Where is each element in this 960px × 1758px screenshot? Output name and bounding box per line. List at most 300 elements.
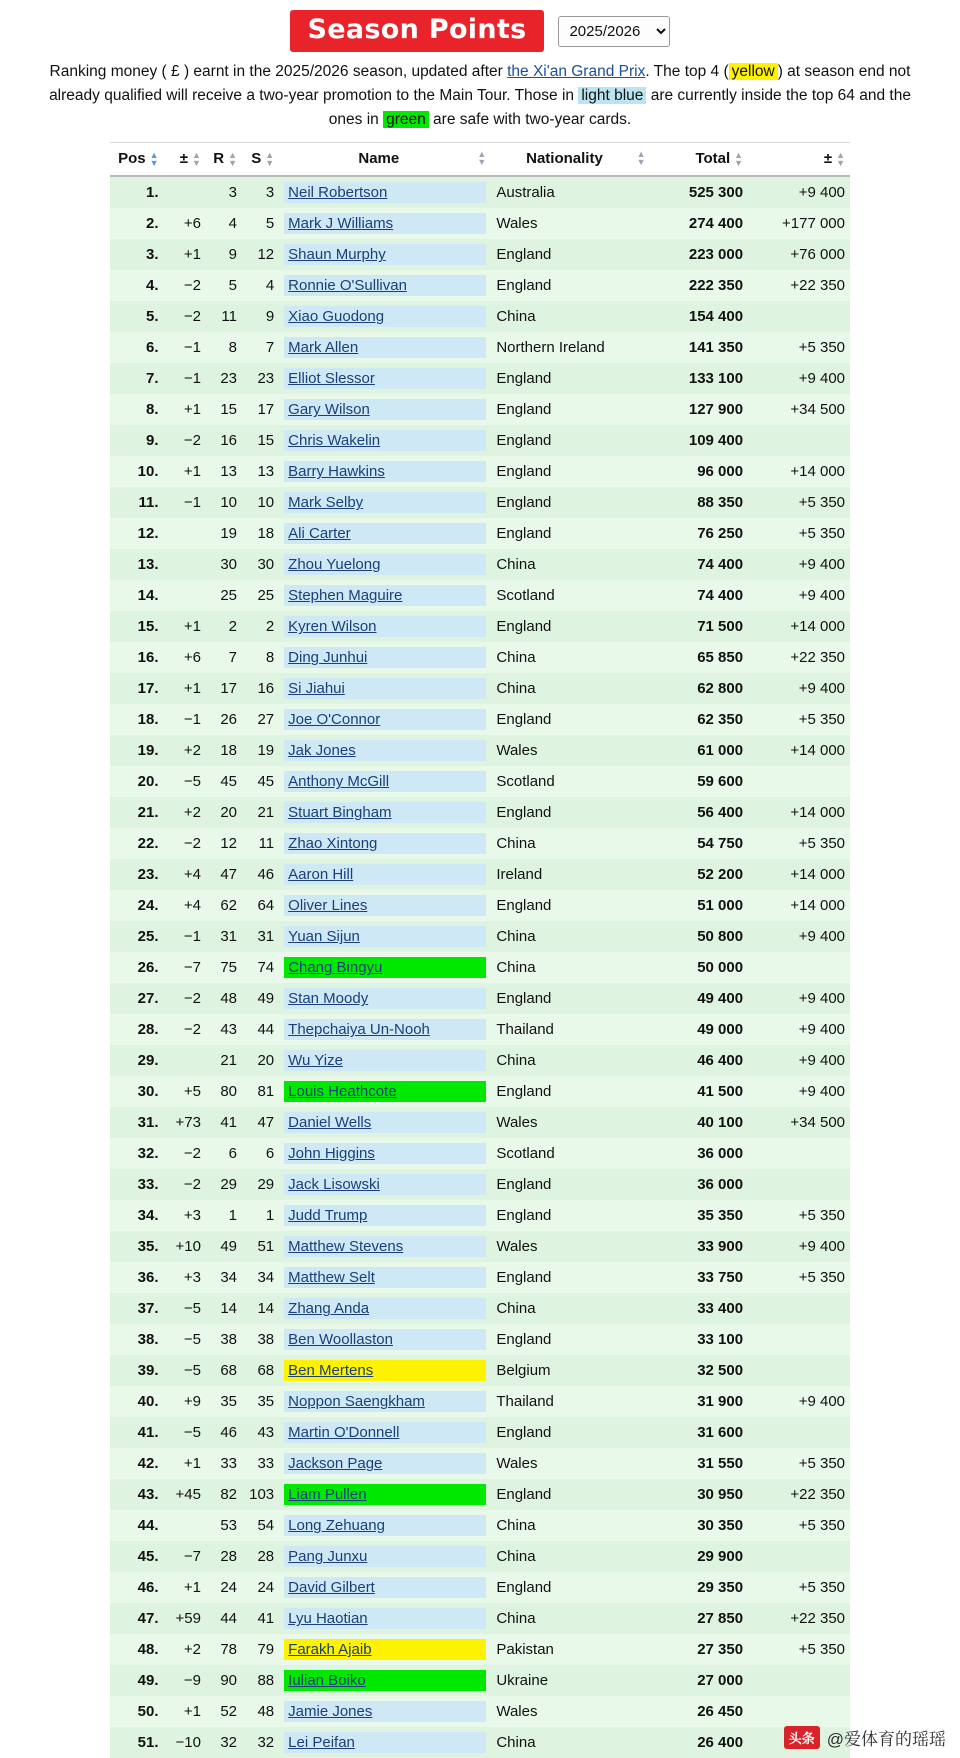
player-link[interactable]: Zhao Xintong <box>288 835 378 853</box>
cell-position: 46. <box>110 1572 164 1603</box>
cell-total-change: +5 350 <box>748 332 850 363</box>
cell-position: 1. <box>110 176 164 208</box>
cell-nationality: England <box>491 239 650 270</box>
player-link[interactable]: Long Zehuang <box>288 1517 385 1535</box>
player-link[interactable]: Elliot Slessor <box>288 370 375 388</box>
cell-name <box>279 1634 491 1665</box>
cell-position: 39. <box>110 1355 164 1386</box>
table-row <box>110 394 850 425</box>
table-row <box>110 1510 850 1541</box>
cell-total-change <box>748 1665 850 1696</box>
player-link[interactable]: Zhou Yuelong <box>288 556 381 574</box>
cell-total: 33 750 <box>650 1262 748 1293</box>
cell-total-change: +34 500 <box>748 1107 850 1138</box>
player-link[interactable]: Neil Robertson <box>288 184 388 202</box>
sort-icon-s: ▲ ▼ <box>265 150 275 169</box>
player-link[interactable]: Gary Wilson <box>288 401 370 419</box>
cell-rank-change: −1 <box>164 363 206 394</box>
cell-rank-change: +6 <box>164 208 206 239</box>
player-link[interactable]: Thepchaiya Un-Nooh <box>288 1021 430 1039</box>
table-row <box>110 952 850 983</box>
cell-rank-change: +1 <box>164 1696 206 1727</box>
name-highlight <box>284 833 486 854</box>
cell-name <box>279 890 491 921</box>
player-link[interactable]: Wu Yize <box>288 1052 343 1070</box>
cell-total-change: +9 400 <box>748 1014 850 1045</box>
cell-r: 9 <box>206 239 242 270</box>
player-link[interactable]: Si Jiahui <box>288 680 345 698</box>
cell-rank-change: +9 <box>164 1386 206 1417</box>
cell-r: 8 <box>206 332 242 363</box>
table-row <box>110 487 850 518</box>
cell-s: 31 <box>242 921 279 952</box>
player-link[interactable]: Yuan Sijun <box>288 928 360 946</box>
player-link[interactable]: Mark J Williams <box>288 215 394 233</box>
table-row <box>110 1665 850 1696</box>
cell-position: 11. <box>110 487 164 518</box>
cell-total-change: +5 350 <box>748 704 850 735</box>
cell-total-change: +9 400 <box>748 673 850 704</box>
player-link[interactable]: Ben Mertens <box>288 1362 374 1380</box>
cell-rank-change: +1 <box>164 456 206 487</box>
cell-s: 45 <box>242 766 279 797</box>
cell-s: 17 <box>242 394 279 425</box>
player-link[interactable]: Aaron Hill <box>288 866 354 884</box>
cell-r: 46 <box>206 1417 242 1448</box>
player-link[interactable]: Ding Junhui <box>288 649 368 667</box>
cell-nationality: China <box>491 1293 650 1324</box>
name-highlight <box>284 1515 486 1536</box>
sort-icon-total: ▲ ▼ <box>734 150 744 169</box>
name-highlight <box>284 709 486 730</box>
cell-r: 35 <box>206 1386 242 1417</box>
cell-nationality: England <box>491 890 650 921</box>
cell-r: 7 <box>206 642 242 673</box>
cell-total: 274 400 <box>650 208 748 239</box>
cell-rank-change: +1 <box>164 1448 206 1479</box>
name-highlight <box>284 926 486 947</box>
cell-total-change: +76 000 <box>748 239 850 270</box>
player-link[interactable]: Joe O'Connor <box>288 711 381 729</box>
cell-r: 24 <box>206 1572 242 1603</box>
cell-r: 49 <box>206 1231 242 1262</box>
cell-nationality: England <box>491 1169 650 1200</box>
cell-nationality: England <box>491 1200 650 1231</box>
cell-s: 15 <box>242 425 279 456</box>
player-link[interactable]: Iulian Boiko <box>288 1672 366 1690</box>
cell-total-change: +9 400 <box>748 580 850 611</box>
cell-total-change: +5 350 <box>748 1634 850 1665</box>
cell-s: 11 <box>242 828 279 859</box>
col-header-nationality[interactable] <box>491 143 650 177</box>
cell-total: 30 950 <box>650 1479 748 1510</box>
player-link[interactable]: Louis Heathcote <box>288 1083 397 1101</box>
cell-total-change: +9 400 <box>748 1076 850 1107</box>
cell-total-change: +9 400 <box>748 549 850 580</box>
player-link[interactable]: Xiao Guodong <box>288 308 385 326</box>
cell-name <box>279 952 491 983</box>
cell-rank-change: −2 <box>164 301 206 332</box>
cell-s: 79 <box>242 1634 279 1665</box>
cell-r: 2 <box>206 611 242 642</box>
cell-r: 18 <box>206 735 242 766</box>
cell-total: 65 850 <box>650 642 748 673</box>
player-link[interactable]: Matthew Stevens <box>288 1238 404 1256</box>
cell-r: 13 <box>206 456 242 487</box>
player-link[interactable]: Mark Allen <box>288 339 359 357</box>
name-highlight <box>284 771 486 792</box>
cell-nationality: China <box>491 549 650 580</box>
cell-total: 88 350 <box>650 487 748 518</box>
cell-r: 23 <box>206 363 242 394</box>
cell-rank-change: +1 <box>164 611 206 642</box>
player-link[interactable]: David Gilbert <box>288 1579 375 1597</box>
cell-total: 49 000 <box>650 1014 748 1045</box>
player-link[interactable]: Ben Woollaston <box>288 1331 393 1349</box>
player-link[interactable]: Anthony McGill <box>288 773 390 791</box>
cell-r: 53 <box>206 1510 242 1541</box>
table-row <box>110 1572 850 1603</box>
cell-total: 31 600 <box>650 1417 748 1448</box>
cell-total: 222 350 <box>650 270 748 301</box>
cell-nationality: England <box>491 1417 650 1448</box>
player-link[interactable]: John Higgins <box>288 1145 375 1163</box>
table-row <box>110 1448 850 1479</box>
cell-s: 29 <box>242 1169 279 1200</box>
cell-total-change <box>748 1417 850 1448</box>
cell-r: 80 <box>206 1076 242 1107</box>
cell-position: 16. <box>110 642 164 673</box>
cell-total: 27 350 <box>650 1634 748 1665</box>
player-link[interactable]: Oliver Lines <box>288 897 368 915</box>
table-row <box>110 363 850 394</box>
cell-total: 127 900 <box>650 394 748 425</box>
player-link[interactable]: Mark Selby <box>288 494 364 512</box>
season-select[interactable] <box>558 16 670 47</box>
cell-name <box>279 270 491 301</box>
cell-position: 28. <box>110 1014 164 1045</box>
cell-name <box>279 1417 491 1448</box>
player-link[interactable]: Matthew Selt <box>288 1269 375 1287</box>
table-row <box>110 1200 850 1231</box>
cell-rank-change: +3 <box>164 1262 206 1293</box>
cell-total-change: +9 400 <box>748 176 850 208</box>
player-link[interactable]: Stan Moody <box>288 990 369 1008</box>
cell-position: 30. <box>110 1076 164 1107</box>
cell-nationality: Ukraine <box>491 1665 650 1696</box>
table-row <box>110 704 850 735</box>
cell-position: 40. <box>110 1386 164 1417</box>
cell-nationality: Australia <box>491 176 650 208</box>
player-link[interactable]: Shaun Murphy <box>288 246 386 264</box>
cell-position: 42. <box>110 1448 164 1479</box>
table-row <box>110 425 850 456</box>
cell-r: 17 <box>206 673 242 704</box>
table-row <box>110 1293 850 1324</box>
cell-name <box>279 735 491 766</box>
name-highlight <box>284 988 486 1009</box>
cell-name <box>279 1324 491 1355</box>
cell-total-change <box>748 301 850 332</box>
cell-position: 31. <box>110 1107 164 1138</box>
cell-s: 34 <box>242 1262 279 1293</box>
cell-r: 21 <box>206 1045 242 1076</box>
col-header-name[interactable] <box>279 143 491 177</box>
cell-r: 44 <box>206 1603 242 1634</box>
cell-rank-change: −5 <box>164 1355 206 1386</box>
cell-total: 59 600 <box>650 766 748 797</box>
player-link[interactable]: Jamie Jones <box>288 1703 373 1721</box>
player-link[interactable]: Chris Wakelin <box>288 432 381 450</box>
name-highlight <box>284 399 486 420</box>
player-link[interactable]: Martin O'Donnell <box>288 1424 400 1442</box>
cell-rank-change: −2 <box>164 270 206 301</box>
legend-yellow: yellow <box>729 63 778 80</box>
cell-r: 12 <box>206 828 242 859</box>
col-label-plusminus2: ± <box>823 150 833 168</box>
cell-s: 88 <box>242 1665 279 1696</box>
cell-name <box>279 1076 491 1107</box>
cell-position: 34. <box>110 1200 164 1231</box>
table-row <box>110 1324 850 1355</box>
cell-r: 28 <box>206 1541 242 1572</box>
cell-name <box>279 1696 491 1727</box>
cell-position: 26. <box>110 952 164 983</box>
cell-total: 31 550 <box>650 1448 748 1479</box>
name-highlight <box>284 1112 486 1133</box>
name-highlight <box>284 430 486 451</box>
player-link[interactable]: Jackson Page <box>288 1455 383 1473</box>
cell-name <box>279 1727 491 1758</box>
table-row <box>110 921 850 952</box>
sort-icon-pos: ▲ ▼ <box>149 150 159 169</box>
cell-s: 21 <box>242 797 279 828</box>
cell-total-change: +14 000 <box>748 890 850 921</box>
cell-name <box>279 1138 491 1169</box>
col-header-plusminus1[interactable] <box>164 143 206 177</box>
cell-total-change <box>748 766 850 797</box>
cell-nationality: Wales <box>491 735 650 766</box>
cell-name <box>279 1479 491 1510</box>
name-highlight <box>284 678 486 699</box>
table-row <box>110 1696 850 1727</box>
cell-s: 18 <box>242 518 279 549</box>
cell-position: 24. <box>110 890 164 921</box>
cell-position: 6. <box>110 332 164 363</box>
cell-name <box>279 673 491 704</box>
cell-total-change: +34 500 <box>748 394 850 425</box>
legend-green: green <box>383 111 429 128</box>
player-link[interactable]: Barry Hawkins <box>288 463 385 481</box>
grand-prix-link[interactable]: the Xi'an Grand Prix <box>507 63 646 81</box>
cell-total: 96 000 <box>650 456 748 487</box>
table-row <box>110 332 850 363</box>
player-link[interactable]: Liam Pullen <box>288 1486 367 1504</box>
cell-s: 8 <box>242 642 279 673</box>
col-header-r[interactable] <box>206 143 242 177</box>
cell-s: 41 <box>242 1603 279 1634</box>
cell-total-change: +9 400 <box>748 1231 850 1262</box>
name-highlight <box>284 182 486 203</box>
name-highlight <box>284 1360 486 1381</box>
cell-name <box>279 921 491 952</box>
player-link[interactable]: Stephen Maguire <box>288 587 403 605</box>
player-link[interactable]: Lyu Haotian <box>288 1610 368 1628</box>
cell-rank-change: +4 <box>164 859 206 890</box>
player-link[interactable]: Judd Trump <box>288 1207 368 1225</box>
cell-position: 19. <box>110 735 164 766</box>
cell-total: 29 350 <box>650 1572 748 1603</box>
cell-rank-change: +5 <box>164 1076 206 1107</box>
cell-total: 27 000 <box>650 1665 748 1696</box>
cell-rank-change: +2 <box>164 735 206 766</box>
cell-rank-change: −10 <box>164 1727 206 1758</box>
cell-rank-change: +4 <box>164 890 206 921</box>
cell-total: 29 900 <box>650 1541 748 1572</box>
cell-s: 54 <box>242 1510 279 1541</box>
name-highlight <box>284 1639 486 1660</box>
player-link[interactable]: Lei Peifan <box>288 1734 355 1752</box>
cell-position: 8. <box>110 394 164 425</box>
table-head <box>110 143 850 177</box>
cell-total-change: +14 000 <box>748 859 850 890</box>
cell-total-change <box>748 1696 850 1727</box>
cell-total-change <box>748 1541 850 1572</box>
cell-s: 13 <box>242 456 279 487</box>
cell-position: 4. <box>110 270 164 301</box>
col-header-plusminus2[interactable] <box>748 143 850 177</box>
cell-total-change <box>748 952 850 983</box>
name-highlight <box>284 1019 486 1040</box>
cell-s: 4 <box>242 270 279 301</box>
table-row <box>110 1479 850 1510</box>
name-highlight <box>284 585 486 606</box>
cell-total: 62 350 <box>650 704 748 735</box>
cell-r: 16 <box>206 425 242 456</box>
cell-position: 10. <box>110 456 164 487</box>
cell-rank-change: +73 <box>164 1107 206 1138</box>
cell-position: 20. <box>110 766 164 797</box>
player-link[interactable]: Jak Jones <box>288 742 356 760</box>
player-link[interactable]: Daniel Wells <box>288 1114 372 1132</box>
cell-position: 5. <box>110 301 164 332</box>
cell-nationality: China <box>491 673 650 704</box>
table-row <box>110 518 850 549</box>
cell-nationality: Pakistan <box>491 1634 650 1665</box>
cell-r: 41 <box>206 1107 242 1138</box>
cell-r: 43 <box>206 1014 242 1045</box>
name-highlight <box>284 523 486 544</box>
cell-s: 103 <box>242 1479 279 1510</box>
cell-position: 37. <box>110 1293 164 1324</box>
cell-total: 74 400 <box>650 549 748 580</box>
name-highlight <box>284 306 486 327</box>
cell-nationality: China <box>491 1510 650 1541</box>
cell-r: 82 <box>206 1479 242 1510</box>
cell-name <box>279 1510 491 1541</box>
player-link[interactable]: Pang Junxu <box>288 1548 368 1566</box>
col-header-s[interactable] <box>242 143 279 177</box>
player-link[interactable]: Jack Lisowski <box>288 1176 380 1194</box>
table-row <box>110 983 850 1014</box>
cell-total-change: +9 400 <box>748 983 850 1014</box>
cell-total-change: +5 350 <box>748 487 850 518</box>
intro-text-5: are safe with two-year cards. <box>428 111 632 129</box>
cell-rank-change: −2 <box>164 828 206 859</box>
table-row <box>110 766 850 797</box>
player-link[interactable]: Kyren Wilson <box>288 618 377 636</box>
cell-total-change: +9 400 <box>748 921 850 952</box>
cell-total-change: +9 400 <box>748 363 850 394</box>
cell-s: 35 <box>242 1386 279 1417</box>
player-link[interactable]: Noppon Saengkham <box>288 1393 425 1411</box>
cell-name <box>279 394 491 425</box>
cell-nationality: Northern Ireland <box>491 332 650 363</box>
cell-total: 36 000 <box>650 1169 748 1200</box>
cell-s: 1 <box>242 1200 279 1231</box>
table-row <box>110 1107 850 1138</box>
cell-position: 3. <box>110 239 164 270</box>
cell-nationality: England <box>491 1479 650 1510</box>
cell-total: 56 400 <box>650 797 748 828</box>
cell-total: 62 800 <box>650 673 748 704</box>
table-row <box>110 611 850 642</box>
name-highlight <box>284 802 486 823</box>
cell-total: 30 350 <box>650 1510 748 1541</box>
cell-nationality: England <box>491 518 650 549</box>
cell-nationality: England <box>491 611 650 642</box>
cell-total: 49 400 <box>650 983 748 1014</box>
player-link[interactable]: Chang Bingyu <box>288 959 383 977</box>
cell-total: 41 500 <box>650 1076 748 1107</box>
table-row <box>110 1727 850 1758</box>
cell-s: 6 <box>242 1138 279 1169</box>
cell-position: 14. <box>110 580 164 611</box>
col-header-pos[interactable] <box>110 143 164 177</box>
cell-r: 62 <box>206 890 242 921</box>
cell-total: 27 850 <box>650 1603 748 1634</box>
cell-total-change: +14 000 <box>748 456 850 487</box>
cell-name <box>279 363 491 394</box>
name-highlight <box>284 864 486 885</box>
name-highlight <box>284 1608 486 1629</box>
cell-name <box>279 1293 491 1324</box>
cell-nationality: England <box>491 1262 650 1293</box>
cell-name <box>279 176 491 208</box>
cell-rank-change: −1 <box>164 332 206 363</box>
cell-total: 525 300 <box>650 176 748 208</box>
player-link[interactable]: Ronnie O'Sullivan <box>288 277 407 295</box>
table-row <box>110 1355 850 1386</box>
col-label-nationality: Nationality <box>526 150 603 168</box>
col-label-pos: Pos <box>118 150 146 168</box>
cell-r: 52 <box>206 1696 242 1727</box>
cell-total-change: +22 350 <box>748 642 850 673</box>
name-highlight <box>284 1453 486 1474</box>
cell-position: 33. <box>110 1169 164 1200</box>
player-link[interactable]: Zhang Anda <box>288 1300 370 1318</box>
cell-nationality: England <box>491 983 650 1014</box>
player-link[interactable]: Farakh Ajaib <box>288 1641 372 1659</box>
cell-r: 29 <box>206 1169 242 1200</box>
col-header-total[interactable] <box>650 143 748 177</box>
player-link[interactable]: Stuart Bingham <box>288 804 392 822</box>
col-label-plusminus1: ± <box>179 150 189 168</box>
player-link[interactable]: Ali Carter <box>288 525 351 543</box>
name-highlight <box>284 1329 486 1350</box>
cell-r: 47 <box>206 859 242 890</box>
cell-rank-change: −5 <box>164 766 206 797</box>
